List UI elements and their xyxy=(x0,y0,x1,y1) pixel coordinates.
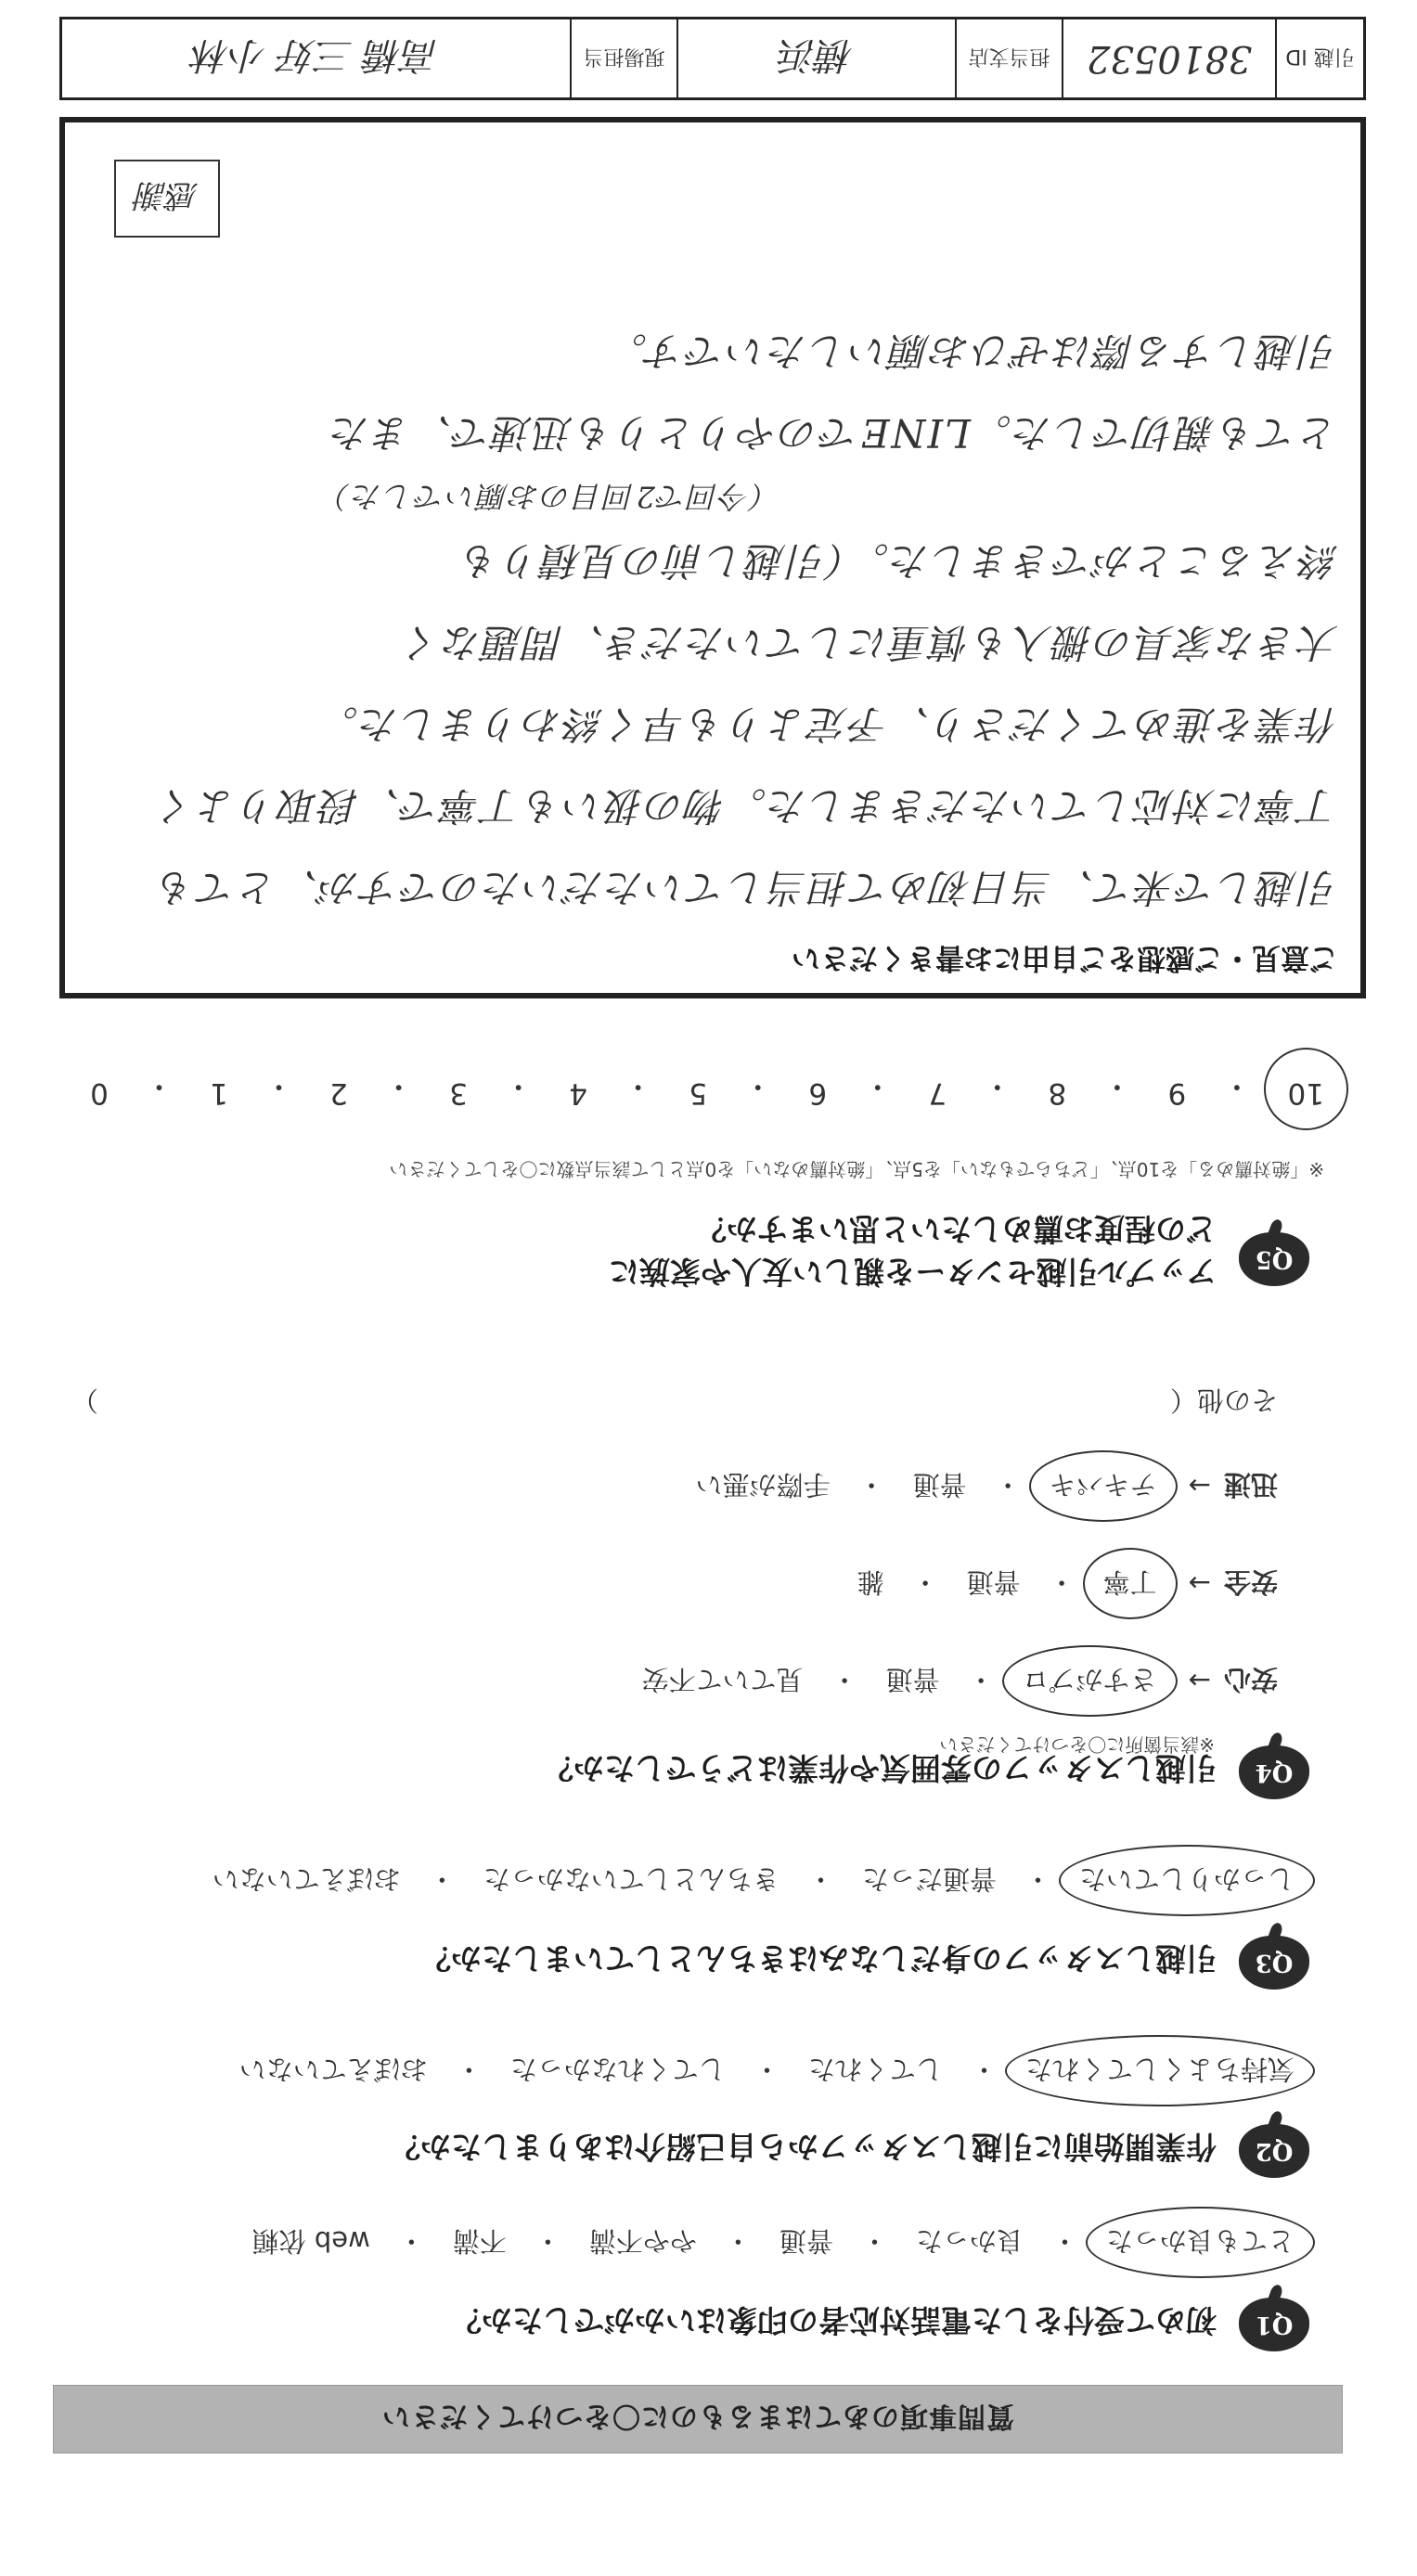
q4-other-label: その他（ xyxy=(1169,1385,1278,1416)
q3-option-dont-remember[interactable]: おぼえていない xyxy=(212,1863,401,1895)
comment-aside: （今回で2回目のお願いでした） xyxy=(318,479,781,514)
q2-options: 気持ちよくしてくれた ・ してくれた ・ してくれなかった ・ おぼえていない xyxy=(228,2048,1306,2093)
q4-relief-option-anxious[interactable]: 見ていて不安 xyxy=(641,1664,804,1695)
staff-value[interactable]: 高橋 三好 小林 xyxy=(192,33,440,77)
q3-options: しっかりしていた ・ 普通だった ・ きちんとしていなかった ・ おぼえていない xyxy=(201,1858,1306,1903)
q4-safety-option-normal[interactable]: 普通 xyxy=(966,1566,1021,1598)
q2-option-dont-remember[interactable]: おぼえていない xyxy=(238,2054,428,2085)
q1-option-somewhat-dissatisfied[interactable]: やや不満 xyxy=(588,2225,697,2257)
branch-label: 担当支店 xyxy=(955,19,1062,97)
move-id-value[interactable]: 3810532 xyxy=(1062,19,1275,97)
q3-option-not-neat[interactable]: きちんとしていなかった xyxy=(483,1863,779,1895)
comment-title: ご意見・ご感想をご自由にお書きください xyxy=(792,941,1338,974)
q1-text: 初めて受付をした電話対応者の印象はいかがでしたか？ xyxy=(451,2302,1217,2338)
q1-badge: Q1 xyxy=(1239,2298,1309,2351)
q5-score-5[interactable]: 5 xyxy=(689,1076,708,1110)
q4-badge: Q4 xyxy=(1239,1745,1309,1799)
footer-table xyxy=(59,17,1366,100)
q4-safety-option-rough[interactable]: 雑 xyxy=(857,1566,884,1598)
q3-text: 引越しスタッフの身だしなみはきちんとしていましたか？ xyxy=(420,1940,1217,1977)
comment-box[interactable] xyxy=(59,117,1366,998)
q5-note: ※「絶対薦める」を10点、「どちらでもない」を5点、「絶対薦めない」を0点として該当点数に〇をしてください xyxy=(389,1158,1324,1180)
q1-option-good[interactable]: 良かった xyxy=(915,2225,1024,2257)
q5-badge: Q5 xyxy=(1239,1232,1309,1286)
q2-option-did-not[interactable]: してくれなかった xyxy=(509,2054,726,2085)
q5-score-10[interactable]: 10 xyxy=(1288,1068,1324,1110)
q4-row-other xyxy=(71,1383,1278,1421)
arrow-right-icon: → xyxy=(1188,1470,1211,1502)
q1-option-dissatisfied[interactable]: 不満 xyxy=(452,2225,507,2257)
q4-relief-option-pro[interactable]: さすがプロ xyxy=(1011,1658,1168,1704)
q1-option-web[interactable]: web 依頼 xyxy=(251,2225,370,2257)
q4-relief-label: 安心 xyxy=(1223,1664,1278,1695)
q5-score-7[interactable]: 7 xyxy=(928,1076,947,1110)
q5-score-4[interactable]: 4 xyxy=(569,1076,587,1110)
q4-row-relief: 安心 → さすがプロ ・ 普通 ・ 見ていて不安 xyxy=(631,1658,1278,1704)
q4-row-speed: 迅速 → テキパキ ・ 普通 ・ 手際が悪い xyxy=(685,1463,1278,1509)
q1-option-very-good[interactable]: とても良かった xyxy=(1095,2220,1306,2265)
q5-score-8[interactable]: 8 xyxy=(1048,1076,1067,1110)
staff-label: 現場担当 xyxy=(570,19,676,97)
q1-option-normal[interactable]: 普通 xyxy=(779,2225,833,2257)
q5-score-9[interactable]: 9 xyxy=(1167,1076,1187,1110)
q5-text-line2: どの程度お薦めしたいと思いますか？ xyxy=(696,1211,1217,1247)
handwritten-comment xyxy=(95,310,1338,928)
q4-safety-option-careful[interactable]: 丁寧 xyxy=(1092,1561,1168,1606)
q4-row-safety: 安全 → 丁寧 ・ 普通 ・ 雑 xyxy=(846,1561,1278,1606)
q5-score-3[interactable]: 3 xyxy=(449,1076,468,1110)
q4-other-close: ） xyxy=(71,1385,99,1416)
instruction-text: 質問事項のあてはまるものに〇をつけてください xyxy=(381,2400,1014,2432)
comment-line: 終えることができました。（引越し前の見積りも xyxy=(458,538,1338,584)
q5-score-2[interactable]: 2 xyxy=(329,1076,348,1110)
q4-relief-option-normal[interactable]: 普通 xyxy=(885,1664,940,1695)
q5-score-1[interactable]: 1 xyxy=(210,1076,228,1110)
q3-option-neat[interactable]: しっかりしていた xyxy=(1068,1858,1306,1903)
q5-score-6[interactable]: 6 xyxy=(808,1076,828,1110)
q2-option-did[interactable]: してくれた xyxy=(807,2054,943,2085)
branch-value[interactable]: 横浜 xyxy=(676,19,955,97)
q2-text: 作業開始前に引越しスタッフから自己紹介はありましたか？ xyxy=(390,2129,1217,2165)
comment-line: 引越しする際はぜひお願いしたいです。 xyxy=(606,328,1338,374)
instruction-banner xyxy=(53,2385,1343,2454)
comment-line: とても親切でした。LINEでのやりとりも迅速で、また xyxy=(328,410,1338,456)
q4-safety-label: 安全 xyxy=(1223,1566,1278,1598)
q1-options: とても良かった ・ 良かった ・ 普通 ・ やや不満 ・ 不満 ・ web 依頼 xyxy=(241,2220,1306,2265)
q2-badge: Q2 xyxy=(1239,2124,1309,2178)
q4-speed-option-clumsy[interactable]: 手際が悪い xyxy=(695,1469,831,1501)
move-id-label: 引越 ID xyxy=(1275,19,1363,97)
q4-speed-option-brisk[interactable]: テキパキ xyxy=(1038,1463,1168,1509)
comment-line: 大きな家具の搬入も慎重にしていただき、問題なく xyxy=(400,620,1338,665)
comment-line: 作業を進めてくださり、予定よりも早く終わりました。 xyxy=(316,702,1338,747)
comment-line: 引越しで来て、当日初めて担当していただいたのですが、とても xyxy=(154,865,1338,910)
q4-speed-label: 迅速 xyxy=(1223,1469,1278,1501)
arrow-right-icon: → xyxy=(1188,1665,1211,1697)
q3-option-normal[interactable]: 普通だった xyxy=(861,1863,997,1895)
handwritten-mark: 感謝 xyxy=(114,160,220,238)
q5-text-line1: アップル引越センターを親しい友人や家族に xyxy=(608,1254,1217,1290)
arrow-right-icon: → xyxy=(1188,1567,1211,1600)
q4-note: ※該当箇所に〇をつけてください xyxy=(939,1733,1215,1756)
q5-score-0[interactable]: 0 xyxy=(90,1076,109,1110)
q4-speed-option-normal[interactable]: 普通 xyxy=(912,1469,967,1501)
comment-line: 丁寧に対応していただきました。物の扱いも丁寧で、段取りよく xyxy=(154,783,1338,829)
q2-option-pleasant[interactable]: 気持ちよくしてくれた xyxy=(1014,2048,1306,2093)
q3-badge: Q3 xyxy=(1239,1936,1309,1990)
q4-text: 引越しスタッフの雰囲気や作業はどうでしたか？ xyxy=(543,1750,1217,1786)
q5-scale: 10 ・ 9 ・ 8 ・ 7 ・ 6 ・ 5 ・ 4 ・ 3 ・ 2 ・ 1 ・ 0 xyxy=(90,1069,1324,1110)
